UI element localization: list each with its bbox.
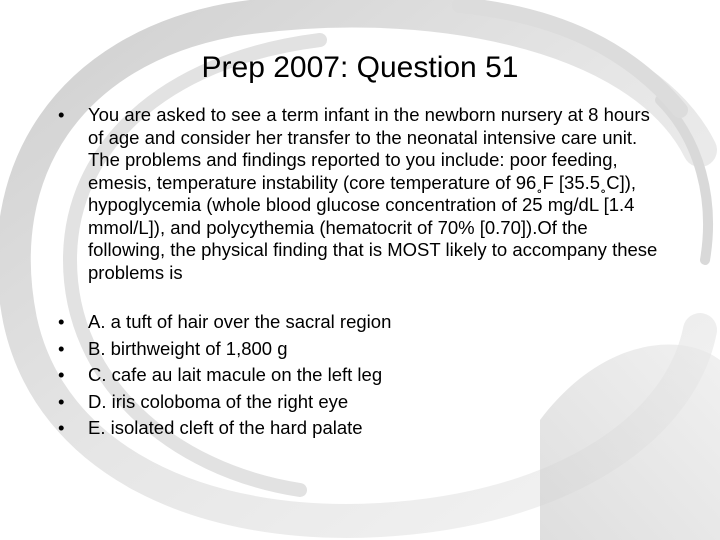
- slide-title: Prep 2007: Question 51: [201, 51, 519, 84]
- bullet-marker: •: [58, 104, 65, 125]
- bullet-marker: •: [58, 390, 65, 412]
- answer-option-b: [58, 338, 658, 361]
- question-text: You are asked to see a term infant in the newborn nursery at 8 hours of age and consider her transfer to the neonatal intensive care unit. The problems and findings reported to you include: poor feeding, emesis, temperature instability (core temperature of 96˳F [35.5˳C]), hypoglycemia (whole blood glucose concentration of 25 mg/dL [1.4 mmol/L]), and polycythemia (hematocrit of 70% [0.70]).Of the following, the physical finding that is MOST likely to accompany these problems is: [88, 104, 658, 283]
- answer-option-c: [58, 364, 658, 387]
- answer-text: B. birthweight of 1,800 g: [88, 337, 288, 359]
- bullet-marker: •: [58, 364, 65, 385]
- bullet-list: [58, 104, 658, 444]
- bullet-marker: •: [58, 337, 65, 359]
- bullet-marker: •: [58, 311, 65, 332]
- answer-option-a: [58, 311, 658, 334]
- answer-text: E. isolated cleft of the hard palate: [88, 417, 363, 438]
- answer-option-e: [58, 417, 658, 440]
- answer-option-d: [58, 391, 658, 414]
- answer-text: A. a tuft of hair over the sacral region: [88, 311, 392, 332]
- bullet-marker: •: [58, 417, 65, 438]
- answer-text: C. cafe au lait macule on the left leg: [88, 364, 383, 385]
- question-item: [58, 104, 658, 284]
- answer-text: D. iris coloboma of the right eye: [88, 390, 349, 412]
